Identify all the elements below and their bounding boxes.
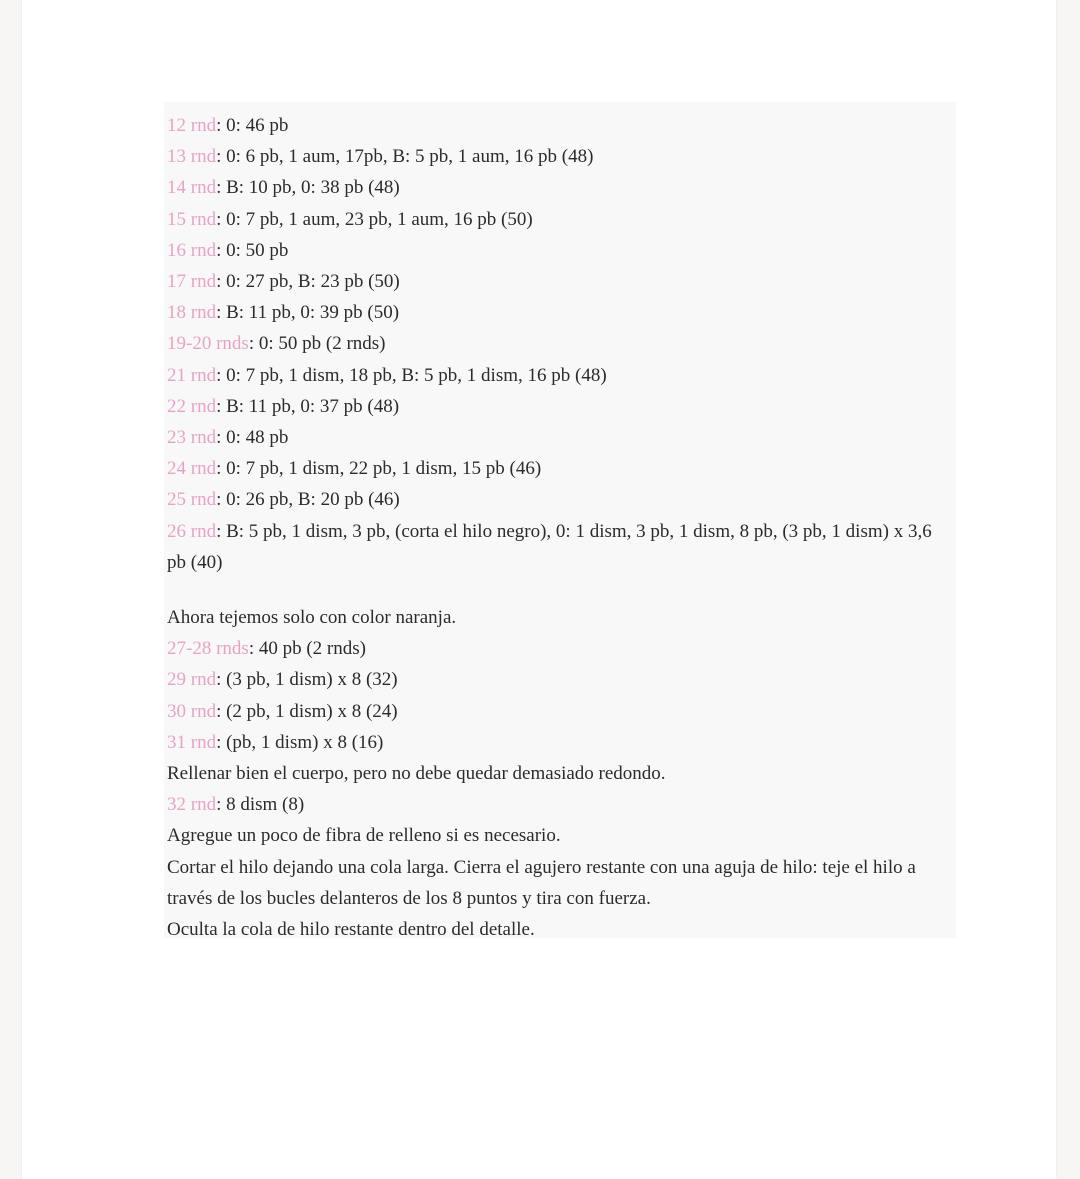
round-line	[167, 235, 952, 266]
round-text: : 0: 48 pb	[216, 427, 289, 449]
pattern-text-block	[164, 102, 956, 941]
round-line	[167, 110, 952, 141]
round-line	[167, 696, 952, 727]
round-text: : (3 pb, 1 dism) x 8 (32)	[216, 669, 398, 691]
round-line	[167, 141, 952, 172]
round-text: : 0: 7 pb, 1 aum, 23 pb, 1 aum, 16 pb (50)	[216, 208, 533, 230]
round-label: 13 rnd	[167, 146, 217, 168]
document-page	[22, 0, 1056, 1179]
round-text: : (2 pb, 1 dism) x 8 (24)	[216, 700, 398, 722]
instruction-line	[167, 602, 952, 633]
round-line	[167, 727, 952, 758]
round-label: 30 rnd	[167, 700, 217, 722]
round-label: 26 rnd	[167, 520, 217, 542]
round-label: 19-20 rnds	[167, 333, 249, 355]
round-text: : 0: 26 pb, B: 20 pb (46)	[216, 489, 400, 511]
instruction-text: Cortar el hilo dejando una cola larga. Cierra el agujero restante con una aguja de hilo: teje el hilo a través de los bucles delanteros de los 8 puntos y tira con fuerza.	[167, 856, 916, 909]
round-text: : (pb, 1 dism) x 8 (16)	[216, 731, 384, 753]
round-text: : 8 dism (8)	[216, 794, 305, 816]
round-text: : B: 10 pb, 0: 38 pb (48)	[216, 177, 400, 199]
round-label: 23 rnd	[167, 427, 217, 449]
round-label: 31 rnd	[167, 731, 217, 753]
round-line	[167, 633, 952, 664]
round-label: 24 rnd	[167, 458, 217, 480]
round-text: : 0: 6 pb, 1 aum, 17pb, B: 5 pb, 1 aum, 16 pb (48)	[216, 146, 594, 168]
round-label: 22 rnd	[167, 395, 217, 417]
round-label: 18 rnd	[167, 302, 217, 324]
round-line	[167, 789, 952, 820]
instruction-text: Rellenar bien el cuerpo, pero no debe quedar demasiado redondo.	[167, 763, 666, 785]
round-label: 16 rnd	[167, 239, 217, 261]
round-line	[167, 172, 952, 203]
round-line	[167, 328, 952, 359]
round-text: : B: 5 pb, 1 dism, 3 pb, (corta el hilo negro), 0: 1 dism, 3 pb, 1 dism, 8 pb, (3 pb, 1 dism) x 3,6 pb (40)	[167, 520, 932, 573]
round-line	[167, 453, 952, 484]
round-line	[167, 391, 952, 422]
instruction-text: Oculta la cola de hilo restante dentro del detalle.	[167, 919, 535, 941]
round-label: 25 rnd	[167, 489, 217, 511]
round-label: 14 rnd	[167, 177, 217, 199]
round-label: 15 rnd	[167, 208, 217, 230]
round-label: 12 rnd	[167, 115, 217, 136]
instruction-line	[167, 820, 952, 851]
round-line	[167, 266, 952, 297]
round-text: : 40 pb (2 rnds)	[248, 638, 366, 660]
round-line	[167, 516, 952, 578]
round-label: 21 rnd	[167, 364, 217, 386]
round-text: : 0: 7 pb, 1 dism, 22 pb, 1 dism, 15 pb (46)	[216, 458, 542, 480]
paragraph-gap	[167, 578, 952, 602]
round-label: 17 rnd	[167, 271, 217, 293]
round-text: : 0: 27 pb, B: 23 pb (50)	[216, 271, 400, 293]
round-text: : B: 11 pb, 0: 37 pb (48)	[216, 395, 400, 417]
instruction-line	[167, 758, 952, 789]
round-label: 29 rnd	[167, 669, 217, 691]
round-text: : 0: 7 pb, 1 dism, 18 pb, B: 5 pb, 1 dism, 16 pb (48)	[216, 364, 607, 386]
instruction-line	[167, 852, 952, 914]
instruction-text: Ahora tejemos solo con color naranja.	[167, 607, 457, 629]
round-line	[167, 204, 952, 235]
round-text: : B: 11 pb, 0: 39 pb (50)	[216, 302, 400, 324]
round-line	[167, 664, 952, 695]
instruction-text: Agregue un poco de fibra de relleno si es necesario.	[167, 825, 561, 847]
round-label: 27-28 rnds	[167, 638, 249, 660]
round-line	[167, 297, 952, 328]
instruction-line	[167, 914, 952, 945]
round-text: : 0: 50 pb	[216, 239, 289, 261]
round-line	[167, 484, 952, 515]
round-text: : 0: 46 pb	[216, 115, 289, 136]
round-text: : 0: 50 pb (2 rnds)	[248, 333, 386, 355]
round-line	[167, 422, 952, 453]
round-label: 32 rnd	[167, 794, 217, 816]
round-line	[167, 360, 952, 391]
